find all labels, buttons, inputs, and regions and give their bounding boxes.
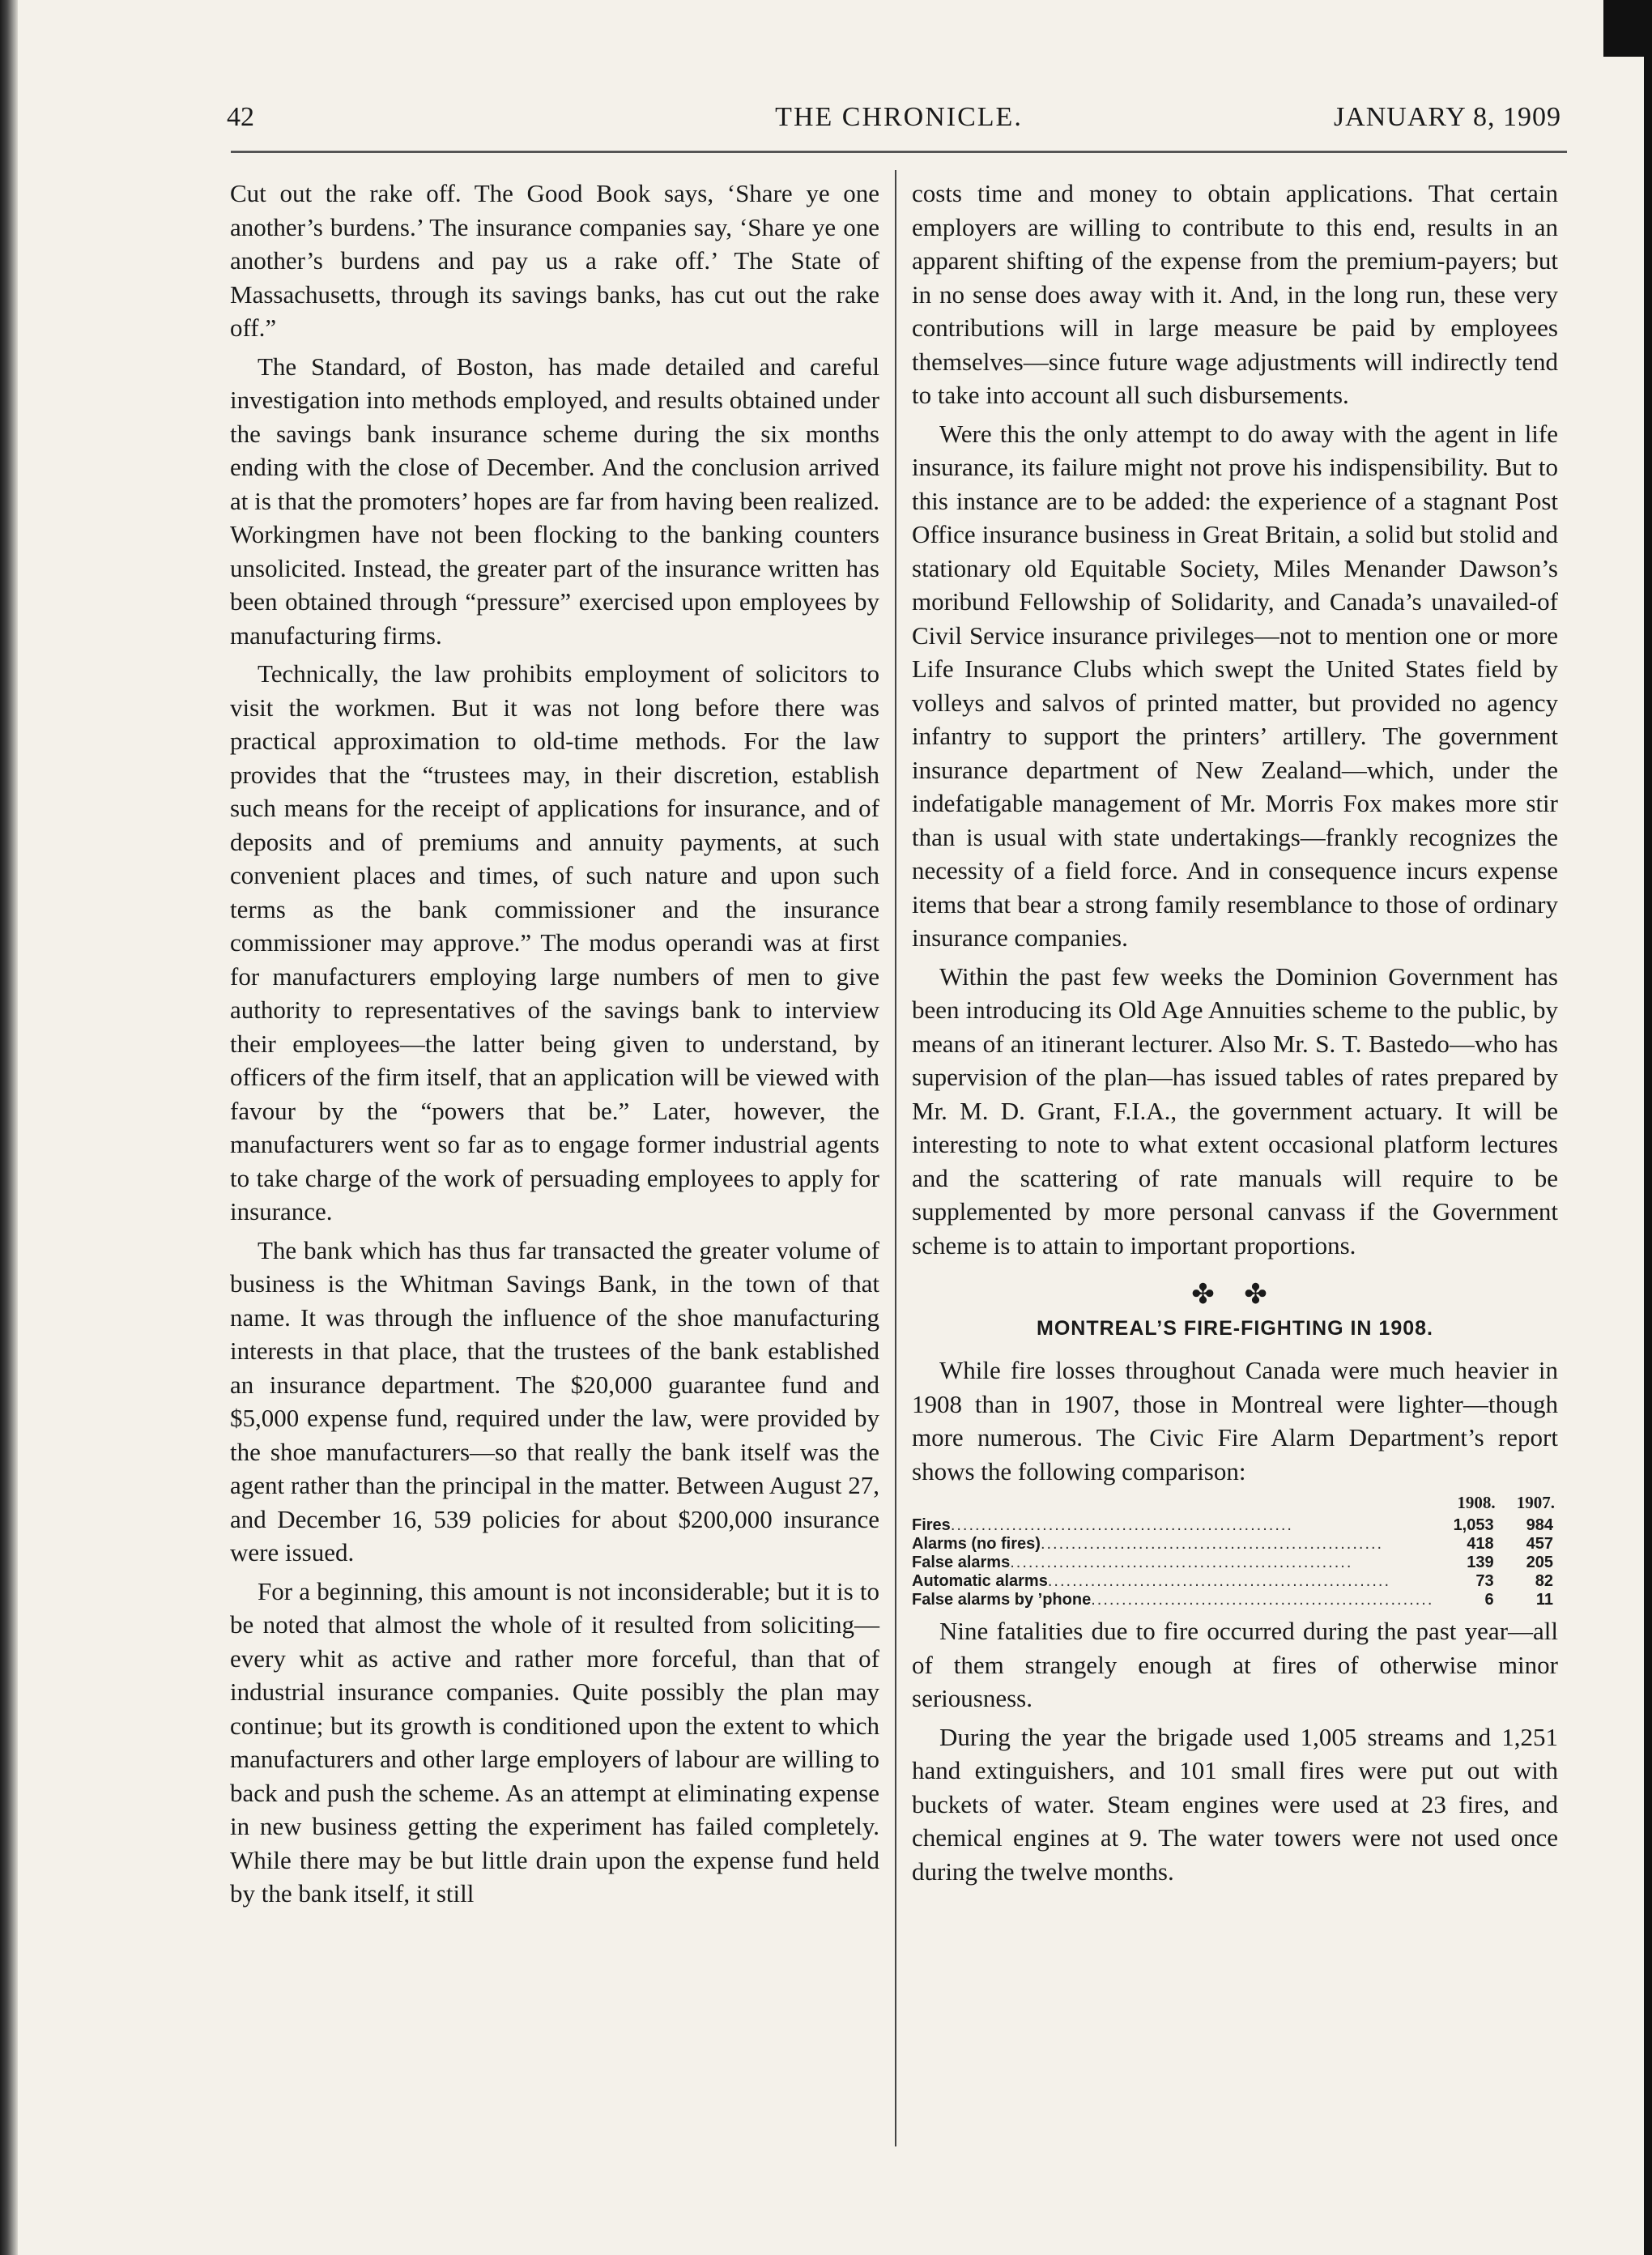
table-header-blank — [912, 1493, 1433, 1516]
value-1908: 1,053 — [1453, 1516, 1494, 1534]
scan-corner — [1603, 0, 1652, 57]
paragraph: During the year the brigade used 1,005 streams and 1,251 hand extinguishers, and 101 small fires were put out with buckets of water. Steam engines were used at 23 fires, and chemical engines at 9. The water towers were not used once during the twelve months. — [912, 1722, 1558, 1886]
paragraph: Within the past few weeks the Dominion Government has been introducing its Old Age Annuities scheme to the public, by means of an itinerant lecturer. Also Mr. S. T. Bastedo—who has supervision of the plan—has issued tables of rates prepared by Mr. M. D. Grant, F.I.A., the government actuary. It will be interesting to note to what extent occasional platform lectures and the scattering of rate manuals will require to be supplemented by more personal canvass if the Government scheme is to attain to important proportions. — [912, 961, 1558, 1260]
left-column — [230, 177, 879, 1916]
table-row — [912, 1516, 1558, 1535]
value-1908: 418 — [1467, 1535, 1494, 1553]
section-ornament: ✤ ✤ — [1191, 1280, 1279, 1310]
value-1907: 457 — [1526, 1535, 1553, 1553]
table-row — [912, 1554, 1558, 1572]
page-number: 42 — [227, 102, 254, 132]
scan-edge-left — [0, 0, 18, 2255]
value-1907: 11 — [1535, 1591, 1553, 1609]
row-label: Automatic alarms — [912, 1572, 1048, 1590]
table-header-1908: 1908. — [1457, 1493, 1496, 1512]
leader-dots: ........................................................ — [1091, 1591, 1434, 1609]
paragraph: costs time and money to obtain applications. That certain employers are willing to contribute to this end, results in an apparent shifting of the expense from the premium-payers; but in no sense does away with it. And, in the long run, these very contributions will in large measure be paid by employees themselves—since future wage adjustments will indirectly tend to take into account all such disbursements. — [912, 179, 1558, 409]
row-label: Fires — [912, 1516, 951, 1534]
section-title: MONTREAL’S FIRE-FIGHTING IN 1908. — [1037, 1317, 1433, 1340]
section-intro: While fire losses throughout Canada were much heavier in 1908 than in 1907, those in Montreal were lighter—though more numerous. The Civic Fire Alarm Department’s report shows the following comparison: — [912, 1356, 1558, 1486]
table-row — [912, 1535, 1558, 1554]
issue-date: JANUARY 8, 1909 — [1333, 102, 1561, 132]
value-1908: 6 — [1484, 1591, 1494, 1609]
paragraph: For a beginning, this amount is not inconsiderable; but it is to be noted that almost the whole of it resulted from soliciting—every whit as active and rather more forceful, than that of industrial insurance companies. Quite possibly the plan may continue; but its growth is conditioned upon the extent to which manufacturers and other large employers of labour are willing to back and push the scheme. As an attempt at eliminating expense in new business getting the experiment has failed completely. While there may be but little drain upon the expense fund held by the bank itself, it still — [230, 1576, 879, 1908]
leader-dots: ........................................................ — [950, 1516, 1293, 1534]
table-row — [912, 1591, 1558, 1609]
leader-dots: ........................................................ — [1010, 1554, 1353, 1571]
page-header — [227, 102, 1571, 143]
scan-edge-right — [1644, 0, 1652, 2255]
column-divider — [895, 170, 896, 2146]
paragraph: The Standard, of Boston, has made detailed and careful investigation into methods employed, and results obtained under the savings bank insurance scheme during the six months ending with the close of December. And the conclusion arrived at is that the promoters’ hopes are far from having been realized. Workingmen have not been flocking to the banking counters unsolicited. Instead, the greater part of the insurance written has been obtained through “pressure” exercised upon employees by manufacturing firms. — [230, 352, 879, 650]
paragraph: Technically, the law prohibits employment of solicitors to visit the workmen. But it was not long before there was practical approximation to old-time methods. For the law provides that the “trustees may, in their discretion, establish such means for the receipt of applications for insurance, and of deposits and of premiums and annuity payments, at such convenient places and times, of such nature and upon such terms as the bank commissioner and the insurance commissioner may approve.” The modus operandi was at first for manufacturers employing large numbers of men to give authority to representatives of the savings bank to interview their employees—the latter being given to understand, by officers of the firm itself, that an application will be viewed with favour by the “powers that be.” Later, however, the manufacturers went so far as to engage former industrial agents to take charge of the work of persuading employees to apply for insurance. — [230, 659, 879, 1226]
leader-dots: ........................................................ — [1040, 1535, 1384, 1553]
paragraph: Cut out the rake off. The Good Book says, ‘Share ye one another’s burdens.’ The insurance companies say, ‘Share ye one another’s burdens and pay us a rake off.’ The State of Massachusetts, through its savings banks, has cut out the rake off.” — [230, 179, 879, 342]
table-row — [912, 1572, 1558, 1591]
row-label: Alarms (no fires) — [912, 1535, 1041, 1553]
table-header-1907: 1907. — [1516, 1493, 1555, 1512]
value-1907: 82 — [1535, 1572, 1553, 1590]
header-rule — [231, 151, 1567, 153]
value-1908: 73 — [1475, 1572, 1494, 1590]
publication-title: THE CHRONICLE. — [775, 102, 1023, 132]
paragraph: The bank which has thus far transacted the greater volume of business is the Whitman Savings Bank, in the town of that name. It was through the influence of the shoe manufacturing interests in that place, that the trustees of the bank established an insurance department. The $20,000 guarantee fund and $5,000 expense fund, required under the law, were provided by the shoe manufacturers—so that really the bank itself was the agent rather than the principal in the matter. Between August 27, and December 16, 539 policies for about $200,000 insurance were issued. — [230, 1235, 879, 1567]
leader-dots: ........................................................ — [1047, 1572, 1391, 1590]
value-1908: 139 — [1467, 1554, 1494, 1571]
paragraph: Were this the only attempt to do away with the agent in life insurance, its failure might not prove his indispensibility. But to this instance are to be added: the experience of a stagnant Post Office insurance business in Great Britain, a solid but stolid and stationary old Equitable Society, Miles Menander Dawson’s moribund Fellowship of Solidarity, and Canada’s unavailed-of Civil Service insurance privileges—not to mention one or more Life Insurance Clubs which swept the United States field by volleys and salvos of printed matter, but provided no agency infantry to support the printers’ artillery. The government insurance department of New Zealand—which, under the indefatigable management of Mr. Morris Fox makes more stir than is usual with state undertakings—frankly recognizes the necessity of a field force. And in consequence incurs expense items that bear a strong family resemblance to those of ordinary insurance companies. — [912, 419, 1558, 952]
value-1907: 205 — [1526, 1554, 1553, 1571]
value-1907: 984 — [1526, 1516, 1553, 1534]
paragraph: Nine fatalities due to fire occurred during the past year—all of them strangely enough at fires of otherwise minor seriousness. — [912, 1617, 1558, 1712]
fire-statistics-table — [912, 1493, 1558, 1609]
row-label: False alarms by ’phone — [912, 1591, 1092, 1609]
right-column — [912, 177, 1558, 1893]
row-label: False alarms — [912, 1554, 1011, 1571]
